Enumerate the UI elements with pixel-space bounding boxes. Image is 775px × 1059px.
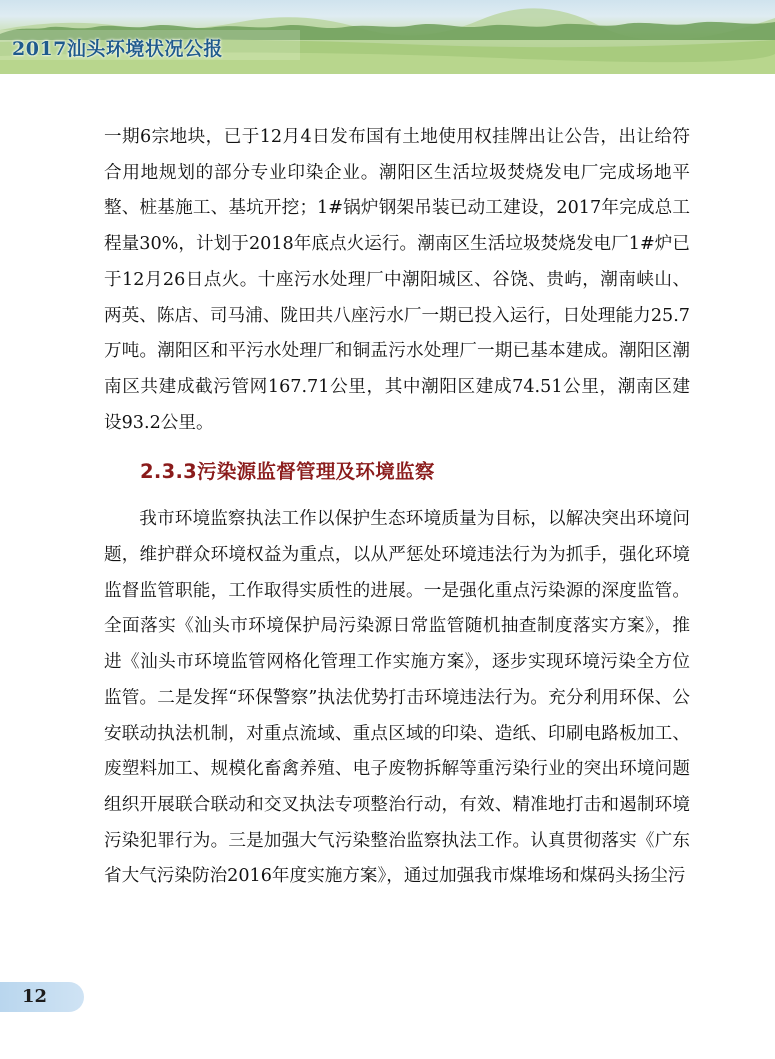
document-body: [104, 120, 690, 895]
page-number: 12: [22, 986, 48, 1007]
report-title: 2017汕头环境状况公报: [12, 38, 223, 60]
section-heading-2-3-3: 2.3.3污染源监督管理及环境监察: [140, 460, 435, 484]
body-paragraph-1: 一期6宗地块，已于12月4日发布国有土地使用权挂牌出让公告，出让给符合用地规划的部分专业印染企业。潮阳区生活垃圾焚烧发电厂完成场地平整、桩基施工、基坑开挖；1#锅炉钢架吊装已动工建设，2017年完成总工程量30%，计划于2018年底点火运行。潮南区生活垃圾焚烧发电厂1#炉已于12月26日点火。十座污水处理厂中潮阳城区、谷饶、贵屿，潮南峡山、两英、陈店、司马浦、陇田共八座污水厂一期已投入运行，日处理能力25.7万吨。潮阳区和平污水处理厂和铜盂污水处理厂一期已基本建成。潮阳区潮南区共建成截污管网167.71公里，其中潮阳区建成74.51公里，潮南区建设93.2公里。: [104, 127, 690, 433]
header-banner: [0, 0, 775, 74]
body-paragraph-2: 我市环境监察执法工作以保护生态环境质量为目标，以解决突出环境问题，维护群众环境权益为重点，以从严惩处环境违法行为为抓手，强化环境监督监管职能，工作取得实质性的进展。一是强化重点污染源的深度监管。全面落实《汕头市环境保护局污染源日常监管随机抽查制度落实方案》，推进《汕头市环境监管网格化管理工作实施方案》，逐步实现环境污染全方位监管。二是发挥“环保警察”执法优势打击环境违法行为。充分利用环保、公安联动执法机制，对重点流域、重点区域的印染、造纸、印刷电路板加工、废塑料加工、规模化畜禽养殖、电子废物拆解等重污染行业的突出环境问题组织开展联合联动和交叉执法专项整治行动，有效、精准地打击和遏制环境污染犯罪行为。三是加强大气污染整治监察执法工作。认真贯彻落实《广东省大气污染防治2016年度实施方案》，通过加强我市煤堆场和煤码头扬尘污: [104, 509, 690, 887]
